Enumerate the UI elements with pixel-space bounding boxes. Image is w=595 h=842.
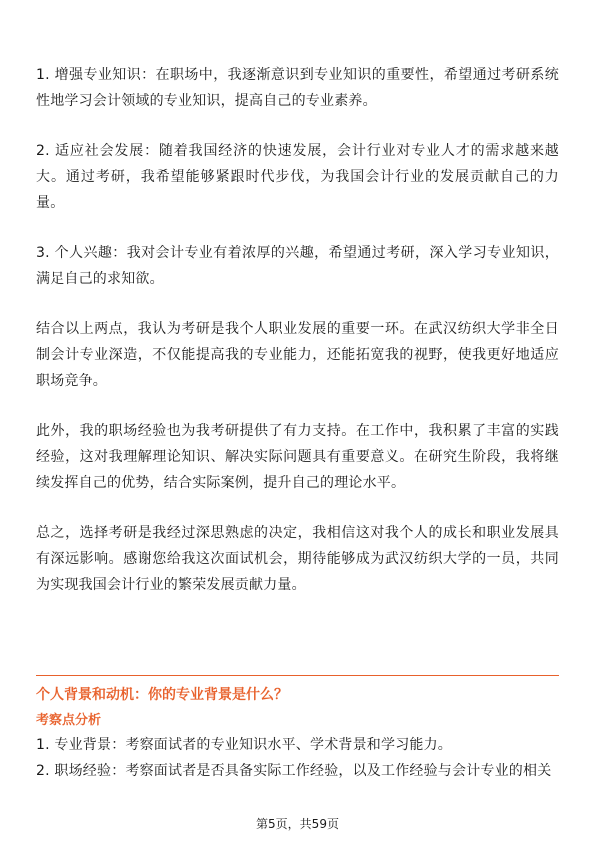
page-number: 第5页，共59页 bbox=[256, 817, 339, 831]
paragraph-4: 结合以上两点，我认为考研是我个人职业发展的重要一环。在武汉纺织大学非全日制会计专业深造，不仅能提高我的专业能力，还能拓宽我的视野，使我更好地适应职场竞争。 bbox=[36, 321, 559, 389]
question-heading: 个人背景和动机：你的专业背景是什么？ bbox=[36, 687, 288, 703]
analysis-item-2: 2. 职场经验：考察面试者是否具备实际工作经验，以及工作经验与会计专业的相关 bbox=[36, 763, 552, 779]
paragraph-6: 总之，选择考研是我经过深思熟虑的决定，我相信这对我个人的成长和职业发展具有深远影响。感谢您给我这次面试机会，期待能够成为武汉纺织大学的一员，共同为实现我国会计行业的繁荣发展贡献力量。 bbox=[36, 525, 559, 593]
paragraph-3: 3. 个人兴趣：我对会计专业有着浓厚的兴趣，希望通过考研，深入学习专业知识，满足自己的求知欲。 bbox=[36, 245, 559, 287]
body-content bbox=[36, 62, 559, 598]
question-section bbox=[36, 684, 559, 784]
paragraph-2: 2. 适应社会发展：随着我国经济的快速发展，会计行业对专业人才的需求越来越大。通过考研，我希望能够紧跟时代步伐，为我国会计行业的发展贡献自己的力量。 bbox=[36, 143, 559, 211]
paragraph-5: 此外，我的职场经验也为我考研提供了有力支持。在工作中，我积累了丰富的实践经验，这对我理解理论知识、解决实际问题具有重要意义。在研究生阶段，我将继续发挥自己的优势，结合实际案例，提升自己的理论水平。 bbox=[36, 423, 559, 491]
section-divider bbox=[36, 675, 559, 676]
analysis-heading: 考察点分析 bbox=[36, 713, 102, 728]
paragraph-1: 1. 增强专业知识：在职场中，我逐渐意识到专业知识的重要性，希望通过考研系统性地学习会计领域的专业知识，提高自己的专业素养。 bbox=[36, 67, 559, 109]
analysis-item-1: 1. 专业背景：考察面试者的专业知识水平、学术背景和学习能力。 bbox=[36, 737, 453, 753]
